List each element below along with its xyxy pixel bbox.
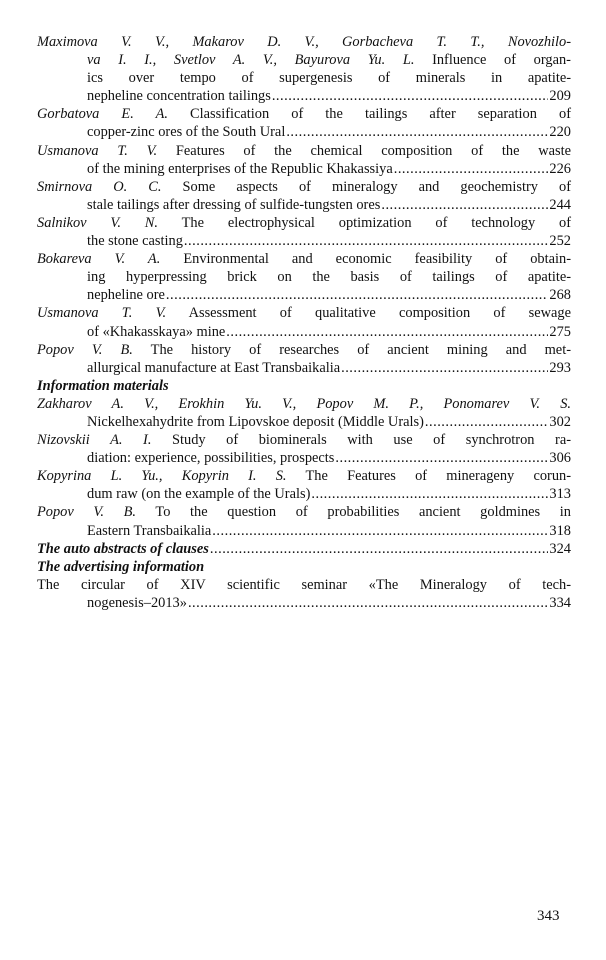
entry-first-line: The circular of XIV scientific seminar «The Mineralogy of tech- [37, 576, 571, 593]
entry-last-line: Nickelhexahydrite from Lipovskoe deposit (Middle Urals) ..... 302 [37, 413, 571, 431]
entry-first-line: Popov V. B. To the question of probabilities ancient goldmines in [37, 504, 571, 521]
entry-first-line: Smirnova O. C. Some aspects of mineralogy and geochemistry of [37, 178, 571, 195]
entry-page: 293 [549, 359, 571, 376]
entry-page: 324 [549, 540, 571, 557]
entry-page: 252 [549, 233, 571, 250]
toc-entry [37, 341, 571, 377]
dot-leader [425, 413, 549, 431]
entry-authors: Maximova V. V., Makarov D. V., Gorbacheva T. T., Novozhilo- [37, 34, 571, 50]
entry-first-line: Kopyrina L. Yu., Kopyrin I. S. The Features of mineragenу corun- [37, 468, 571, 485]
entry-page: 244 [549, 196, 571, 213]
section-heading-auto-abstracts [37, 540, 571, 558]
entry-first-line: Gorbatova E. A. Classification of the tailings after separation of [37, 106, 571, 123]
page-number: 343 [537, 908, 560, 924]
entry-first-line: Bokareva V. A. Environmental and economic feasibility of obtain- [37, 251, 571, 268]
toc-entry [37, 178, 571, 214]
entry-authors: Zakharov A. V., Erokhin Yu. V., Popov M. P., Ponomarev V. S. [37, 395, 571, 412]
toc-entry [37, 576, 571, 612]
entry-title-line: ics over tempo of supergenesis of minerals in apatite- [87, 70, 571, 87]
entry-page: 334 [549, 594, 571, 611]
entry-page: 268 [549, 287, 571, 304]
section-title: The auto abstracts of clauses [37, 540, 209, 557]
table-of-contents [37, 33, 571, 612]
entry-last-line: allurgical manufacture at East Transbaikalia ..... 293 [37, 359, 571, 377]
entry-page: 302 [549, 413, 571, 430]
toc-entry [37, 431, 571, 467]
dot-leader [286, 123, 548, 141]
entry-page: 209 [549, 88, 571, 105]
entry-page: 318 [549, 522, 571, 539]
entry-last-line: diation: experience, possibilities, prospects ..... 306 [37, 449, 571, 467]
entry-page: 313 [549, 486, 571, 503]
entry-last-line: stale tailings after dressing of sulfide-tungsten ores ..... 244 [37, 196, 571, 214]
dot-leader [311, 485, 548, 503]
entry-first-line: Usmanova T. V. Assessment of qualitative composition of sewage [37, 305, 571, 322]
toc-entry [37, 250, 571, 304]
entry-title-line: va I. I., Svetlov A. V., Bayurova Yu. L. Influence of organ- [87, 52, 571, 69]
entry-title-line: ing hyperpressing brick on the basis of tailings of apatite- [87, 269, 571, 286]
entry-last-line: nepheline concentration tailings ..... 209 [37, 87, 571, 105]
toc-entry [37, 304, 571, 340]
entry-last-line: Eastern Transbaikalia ..... 318 [37, 522, 571, 540]
entry-last-line: the stone casting ..... 252 [37, 232, 571, 250]
entry-last-line: nepheline ore ..... 268 [37, 286, 571, 304]
entry-last-line: nogenesis–2013» ..... 334 [37, 594, 571, 612]
entry-first-line: Usmanova T. V. Features of the chemical composition of the waste [37, 142, 571, 159]
section-heading-advertising: The advertising information [37, 558, 205, 575]
entry-page: 220 [549, 124, 571, 141]
entry-page: 306 [549, 450, 571, 467]
toc-entry [37, 467, 571, 503]
dot-leader [210, 540, 549, 558]
dot-leader [272, 87, 549, 105]
entry-last-line: of «Khakasskaya» mine ..... 275 [37, 323, 571, 341]
dot-leader [335, 449, 548, 467]
entry-page: 226 [549, 160, 571, 177]
dot-leader [341, 359, 548, 377]
dot-leader [394, 160, 549, 178]
toc-entry [37, 142, 571, 178]
toc-entry [37, 395, 571, 431]
section-heading-information: Information materials [37, 377, 169, 394]
toc-entry [37, 105, 571, 141]
toc-entry [37, 503, 571, 539]
dot-leader [226, 323, 548, 341]
dot-leader [212, 522, 548, 540]
toc-entry [37, 214, 571, 250]
toc-entry [37, 33, 571, 105]
entry-first-line: Salnikov V. N. The electrophysical optimization of technology of [37, 214, 571, 231]
entry-last-line: copper-zinc ores of the South Ural ..... 220 [37, 123, 571, 141]
dot-leader [188, 594, 548, 612]
entry-page: 275 [549, 323, 571, 340]
dot-leader [166, 286, 548, 304]
entry-last-line: dum raw (on the example of the Urals) ..... 313 [37, 485, 571, 503]
dot-leader [184, 232, 548, 250]
dot-leader [381, 196, 548, 214]
entry-last-line: of the mining enterprises of the Republic Khakassiya ..... 226 [37, 160, 571, 178]
entry-first-line: Nizovskii A. I. Study of biominerals with use of synchrotron ra- [37, 432, 572, 449]
entry-first-line: Popov V. B. The history of researches of ancient mining and met- [37, 341, 571, 358]
